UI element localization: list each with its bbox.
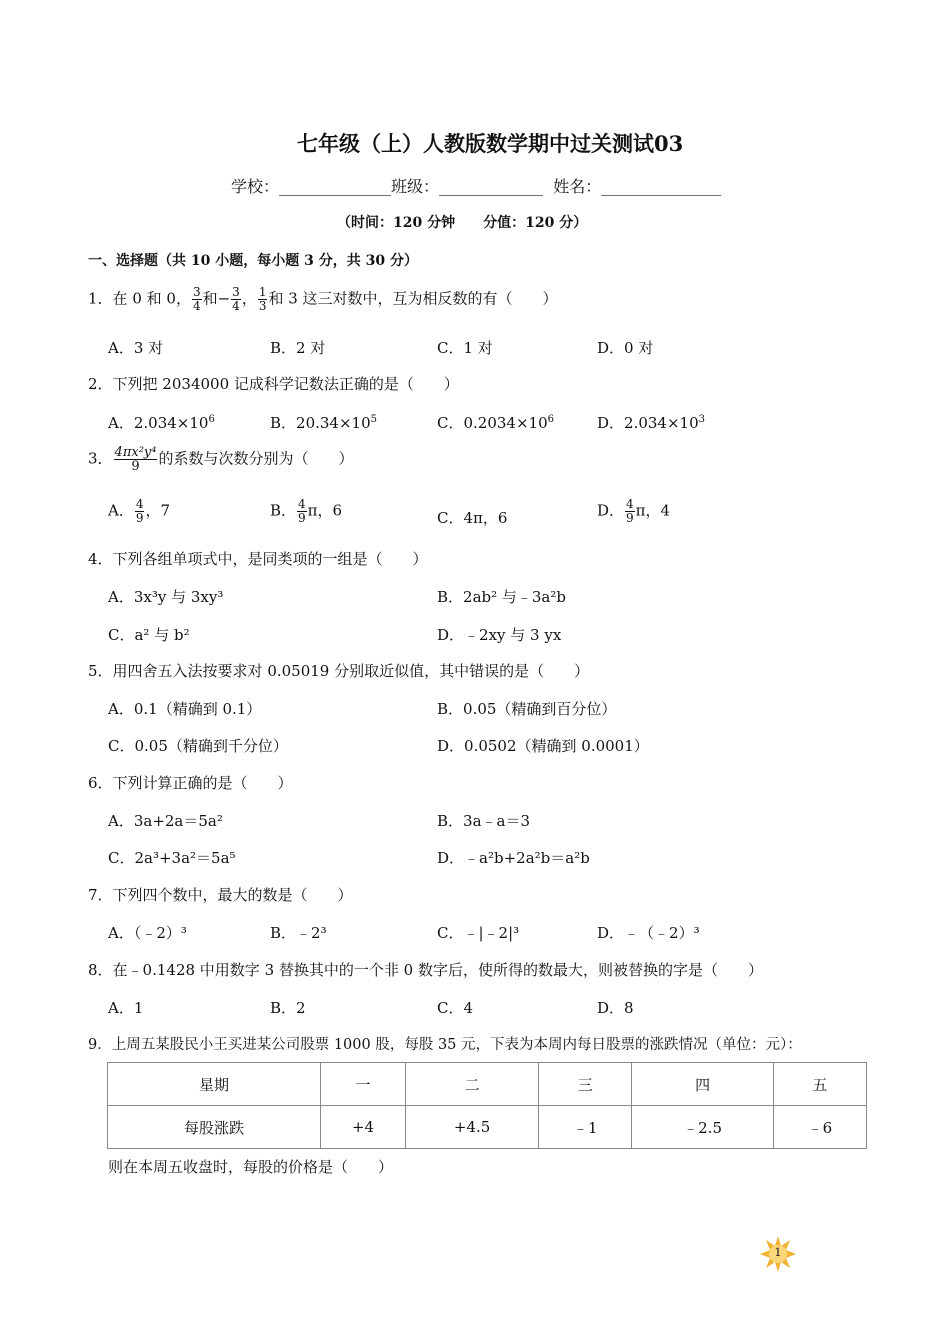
option-d: D．﹣2xy 与 3 yx [437, 626, 562, 644]
option-a: A．1 [108, 999, 144, 1017]
option-c: C．0.05（精确到千分位） [108, 737, 288, 755]
option-b: B．2 [270, 999, 306, 1017]
table-cell: 每股涨跌 [108, 1106, 321, 1149]
question-1: 1．在 0 和 0， $\frac{3}{4}$ 和− $\frac{3}{4}$ ， $\frac{1}{3}$ 和 3 这三对数中，互为相反数的有（ ） [88, 285, 558, 313]
table-cell: ﹣1 [539, 1106, 632, 1149]
option-a: A． $\frac{4}{9}$ ，7 [108, 497, 171, 525]
fraction: $\frac{\text{4πx²y⁴}}{9}$ [114, 445, 157, 474]
option-b: B．2 对 [270, 339, 326, 357]
table-row [108, 1063, 867, 1106]
fraction: $\frac{3}{4}$ [192, 285, 201, 313]
option-c: C．$0.2034\times 10^6$ [437, 414, 554, 432]
table-header-cell: 二 [405, 1063, 538, 1106]
question-2: 2．下列把 2034000 记成科学记数法正确的是（ ） [88, 375, 459, 393]
option-c: C．4π，6 [437, 509, 508, 527]
table-header-cell: 一 [321, 1063, 406, 1106]
option-b: B．0.05（精确到百分位） [437, 700, 617, 718]
option-b: B．﹣2³ [270, 924, 327, 942]
table-cell: +4.5 [405, 1106, 538, 1149]
table-row [108, 1106, 867, 1149]
option-c: C．4 [437, 999, 474, 1017]
fraction: $\frac{3}{4}$ [232, 285, 240, 313]
question-9-followup: 则在本周五收盘时，每股的价格是（ ） [108, 1158, 394, 1176]
option-a: A．3a+2a＝5a² [108, 812, 223, 830]
option-d: D．﹣a²b+2a²b＝a²b [437, 849, 590, 867]
option-b: B．3a﹣a＝3 [437, 812, 530, 830]
option-d: D．0.0502（精确到 0.0001） [437, 737, 649, 755]
option-c: C．1 对 [437, 339, 493, 357]
page-title: 七年级（上）人教版数学期中过关测试03 [297, 131, 684, 156]
option-d: D．$2.034\times 10^3$ [597, 414, 705, 432]
class-label: 班级： [391, 177, 440, 196]
time-info: （时间：120 分钟 分值：120 分） [337, 215, 588, 231]
question-4: 4．下列各组单项式中，是同类项的一组是（ ） [88, 550, 428, 568]
student-info-line [231, 174, 721, 197]
question-9: 9．上周五某股民小王买进某公司股票 1000 股，每股 35 元，下表为本周内每日股票的涨跌情况（单位：元）： [88, 1037, 802, 1053]
option-c: C．2a³+3a²＝5a⁵ [108, 849, 236, 867]
name-label: 姓名： [553, 177, 602, 196]
name-blank: _______________ [601, 177, 722, 196]
section-heading: 一、选择题（共 10 小题，每小题 3 分，共 30 分） [88, 253, 418, 269]
option-a: A．$2.034\times 10^6$ [108, 414, 215, 432]
table-cell: +4 [321, 1106, 406, 1149]
question-3: 3． $\frac{\text{4πx²y⁴}}{9}$ 的系数与次数分别为（ ） [88, 445, 354, 474]
question-7: 7．下列四个数中，最大的数是（ ） [88, 886, 353, 904]
option-d: D．﹣（﹣2）³ [597, 924, 700, 942]
page-number: 1 [774, 1246, 782, 1259]
option-b: B．$20.34\times 10^5$ [270, 414, 377, 432]
option-a: A．3 对 [108, 339, 164, 357]
option-c: C．a² 与 b² [108, 626, 190, 644]
option-a: A．0.1（精确到 0.1） [108, 700, 262, 718]
option-b: B． $\frac{4}{9}$ π，6 [270, 497, 343, 525]
table-header-cell: 五 [773, 1063, 866, 1106]
question-6: 6．下列计算正确的是（ ） [88, 774, 293, 792]
table-header-cell: 星期 [108, 1063, 321, 1106]
table-header-cell: 三 [539, 1063, 632, 1106]
school-label: 学校： [231, 177, 280, 196]
option-a: A．3x³y 与 3xy³ [108, 588, 224, 606]
table-header-cell: 四 [632, 1063, 774, 1106]
question-5: 5．用四舍五入法按要求对 0.05019 分别取近似值，其中错误的是（ ） [88, 662, 590, 680]
option-b: B．2ab² 与﹣3a²b [437, 588, 566, 606]
option-a: A．（﹣2）³ [108, 924, 187, 942]
page-number-badge [760, 1236, 796, 1272]
option-d: D．8 [597, 999, 634, 1017]
option-d: D． $\frac{4}{9}$ π，4 [597, 497, 671, 525]
stock-change-table [107, 1062, 867, 1149]
question-8: 8．在﹣0.1428 中用数字 3 替换其中的一个非 0 数字后，使所得的数最大，则被替换的字是（ ） [88, 961, 763, 979]
option-d: D．0 对 [597, 339, 654, 357]
class-blank: _____________ [439, 177, 544, 196]
table-cell: ﹣6 [773, 1106, 866, 1149]
option-c: C．﹣|﹣2|³ [437, 924, 520, 942]
table-cell: ﹣2.5 [632, 1106, 774, 1149]
school-blank: ______________ [279, 177, 392, 196]
fraction: $\frac{1}{3}$ [258, 285, 267, 313]
